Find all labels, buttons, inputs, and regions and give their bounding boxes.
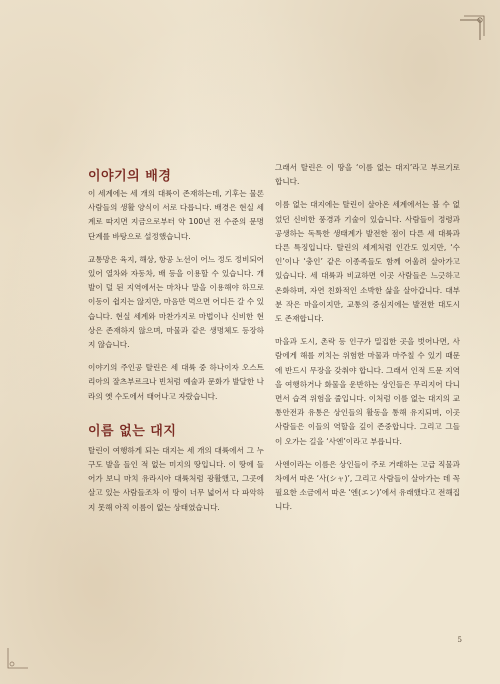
paragraph: 마을과 도시, 촌락 등 인구가 밀집한 곳을 벗어나면, 사람에게 해를 끼치는 위험한 마물과 마주칠 수 있기 때문에 반드시 무장을 갖춰야 합니다. 그래서 인적 드문 지역을 여행하거나 화물을 운반하는 상인들은 무리지어 다니면서 습격 위험을 줄입니다. 이처럼 이름 없는 대지의 교통안전과 유통은 상인들의 활동을 통해 유지되며, 이곳 사람들은 이들의 역할을 깊이 존중합니다. 그리고 그들이 오가는 길을 ‘사엔’이라고 부릅니다.	[275, 337, 460, 446]
corner-ornament	[458, 14, 486, 42]
paragraph: 이름 없는 대지에는 탈린이 살아온 세계에서는 볼 수 없었던 신비한 풍경과 기술이 있습니다. 사람들이 정령과 공생하는 독특한 생태계가 발전한 점이 다른 세 대륙과 다른 특징입니다. 탈린의 세계처럼 인간도 있지만, ‘수인’이나 ‘충인’ 같은 이종족들도 함께 어울려 살아가고 있습니다. 세 대륙과 비교하면 이곳 사람들은 느긋하고 온화하며, 자연 친화적인 소박한 삶을 살아갑니다. 대부분 작은 마을이지만, 교통의 중심지에는 발전한 대도시도 존재합니다.	[275, 200, 460, 324]
paragraph: 그래서 탈린은 이 땅을 ‘이름 없는 대지’라고 부르기로 합니다.	[275, 163, 460, 187]
section-heading: 이름 없는 대지	[88, 423, 177, 439]
right-column	[275, 161, 460, 524]
paragraph: 이야기의 주인공 탈린은 세 대륙 중 하나이자 오스트리아의 잘츠부르크나 빈처럼 예술과 문화가 발달한 나라의 옛 수도에서 태어나고 자랐습니다.	[88, 363, 264, 401]
corner-ornament	[6, 646, 34, 674]
paragraph: 탈린이 여행하게 되는 대지는 세 개의 대륙에서 그 누구도 발을 들인 적 없는 미지의 땅입니다. 이 땅에 들어가 보니 마치 유라시아 대륙처럼 광활했고, 그곳에 살고 있는 사람들조차 이 땅이 너무 넓어서 다 파악하지 못해 아직 이름이 없는 상태였습니다.	[88, 445, 264, 512]
paragraph: 교통망은 육지, 해상, 항공 노선이 어느 정도 정비되어 있어 열차와 자동차, 배 등을 이용할 수 있습니다. 개발이 덜 된 지역에서는 마차나 말을 이용해야 하므로 이동이 쉽지는 않지만, 마음만 먹으면 어디든 갈 수 있습니다. 현실 세계와 마찬가지로 마법이나 신비한 현상은 존재하지 않으며, 마물과 같은 생명체도 등장하지 않습니다.	[88, 254, 264, 350]
section-heading: 이야기의 배경	[88, 169, 172, 184]
paragraph: 사엔이라는 이름은 상인들이 주로 거래하는 고급 직물과 차에서 따온 ‘사(シャ)’, 그리고 사람들이 살아가는 데 꼭 필요한 소금에서 따온 ‘엔(エン)’에서 유래했다고 전해집니다.	[275, 459, 460, 512]
left-column	[88, 165, 264, 524]
paragraph: 이 세계에는 세 개의 대륙이 존재하는데, 기후는 물론 사람들의 생활 양식이 서로 다릅니다. 배경은 현실 세계로 따지면 지금으로부터 약 100년 전 수준의 문명 단계를 바탕으로 설정했습니다.	[88, 189, 264, 241]
page-number: 5	[457, 636, 462, 644]
